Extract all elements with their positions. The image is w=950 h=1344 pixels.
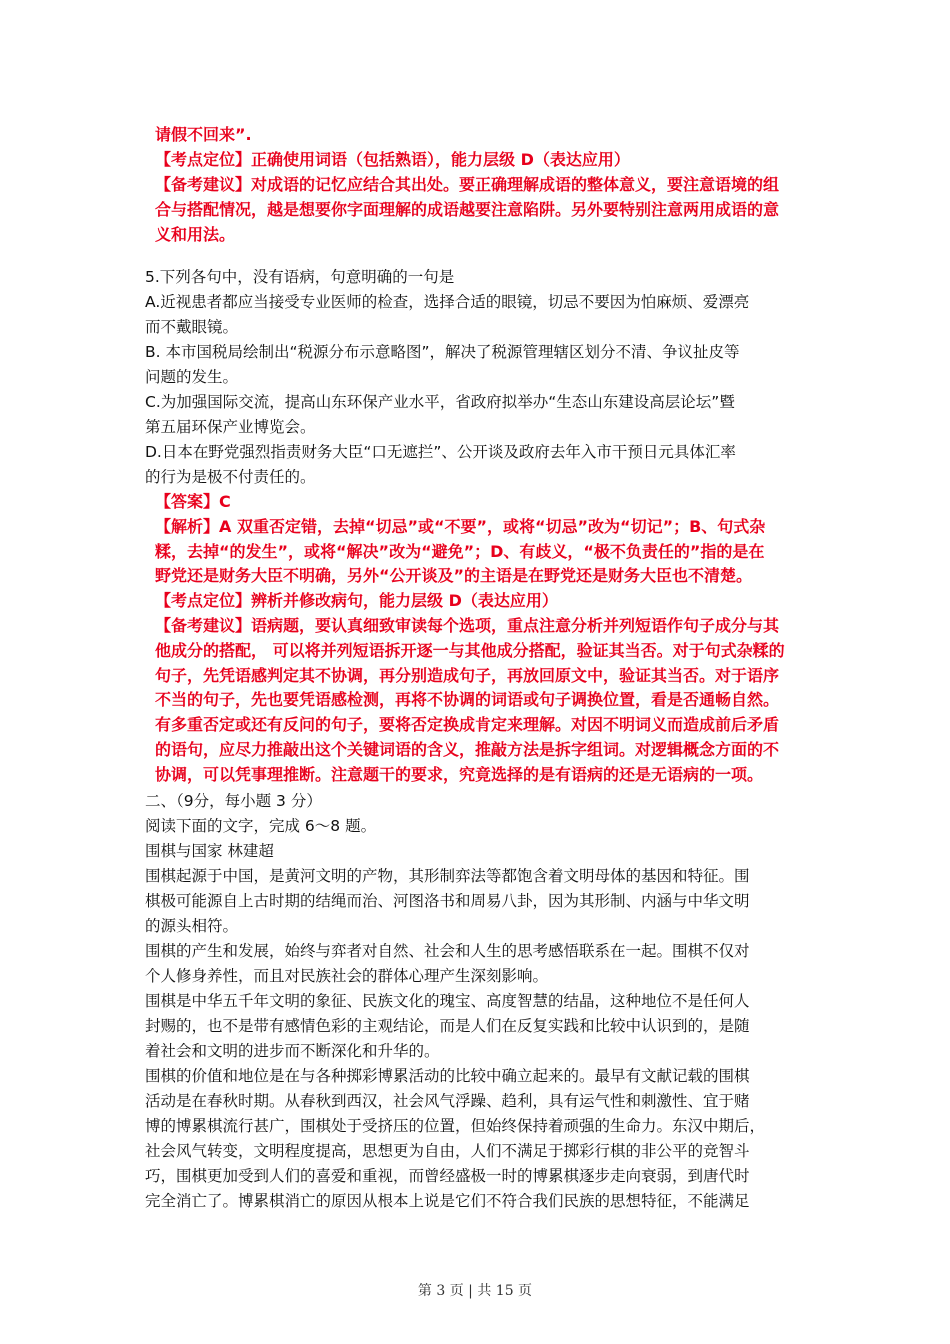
passage-line: 完全消亡了。博累棋消亡的原因从根本上说是它们不符合我们民族的思想特征，不能满足 (145, 1192, 750, 1210)
analysis-line: 句子，先凭语感判定其不协调，再分别造成句子，再放回原文中，验证其当否。对于语序 (155, 665, 780, 685)
analysis-line: 野党还是财务大臣不明确，另外“公开谈及”的主语是在野党还是财务大臣也不清楚。 (155, 566, 753, 586)
analysis-line: 【考点定位】正确使用词语（包括熟语），能力层级 D（表达应用） (155, 150, 630, 169)
analysis-line: 糅，去掉“的发生”，或将“解决”改为“避免”；D、有歧义，“极不负责任的”指的是在 (155, 541, 765, 561)
analysis-line: 有多重否定或还有反问的句子，要将否定换成肯定来理解。对因不明词义而造成前后矛盾 (155, 715, 780, 735)
passage-line: 围棋的产生和发展，始终与弈者对自然、社会和人生的思考感悟联系在一起。围棋不仅对 (145, 942, 750, 960)
passage-line: 棋极可能源自上古时期的结绳而治、河图洛书和周易八卦，因为其形制、内涵与中华文明 (145, 892, 750, 910)
passage-line: 巧，围棋更加受到人们的喜爱和重视，而曾经盛极一时的博累棋逐步走向衰弱，到唐代时 (145, 1167, 750, 1185)
analysis-line: 的语句，应尽力推敲出这个关键词语的含义，推敲方法是拆字组词。对逻辑概念方面的不 (155, 740, 780, 759)
analysis-line: 【备考建议】语病题，要认真细致审读每个选项，重点注意分析并列短语作句子成分与其 (155, 616, 780, 635)
section-line: 围棋与国家 林建超 (145, 842, 274, 860)
page-footer: 第 3 页 | 共 15 页 (417, 1283, 533, 1299)
passage-line: 着社会和文明的进步而不断深化和升华的。 (145, 1042, 440, 1060)
section-line: 阅读下面的文字，完成 6～8 题。 (145, 817, 377, 835)
analysis-line: 义和用法。 (155, 225, 236, 244)
question-line: 5.下列各句中，没有语病，句意明确的一句是 (145, 268, 455, 286)
question-line: B. 本市国税局绘制出“税源分布示意略图”，解决了税源管理辖区划分不清、争议扯皮等 (145, 343, 740, 361)
passage-line: 个人修身养性，而且对民族社会的群体心理产生深刻影响。 (145, 967, 549, 985)
analysis-line: 【备考建议】对成语的记忆应结合其出处。要正确理解成语的整体意义，要注意语境的组 (155, 175, 780, 194)
question-line: 问题的发生。 (145, 368, 239, 386)
passage-line: 的源头相符。 (145, 917, 239, 935)
analysis-line: 他成分的搭配， 可以将并列短语拆开逐一与其他成分搭配，验证其当否。对于句式杂糅的 (155, 640, 785, 660)
analysis-line: 【考点定位】辨析并修改病句，能力层级 D（表达应用） (155, 591, 558, 611)
analysis-line: 合与搭配情况，越是想要你字面理解的成语越要注意陷阱。另外要特别注意两用成语的意 (155, 200, 780, 219)
passage-line: 社会风气转变，文明程度提高，思想更为自由，人们不满足于掷彩行棋的非公平的竞智斗 (145, 1142, 750, 1160)
analysis-line: 不当的句子，先也要凭语感检测，再将不协调的词语或句子调换位置，看是否通畅自然。 (155, 690, 780, 710)
analysis-line: 【解析】A 双重否定错，去掉“切忌”或“不要”，或将“切忌”改为“切记”；B、句式杂 (155, 516, 766, 536)
analysis-line: 【答案】C (155, 492, 231, 511)
analysis-line: 协调，可以凭事理推断。注意题干的要求，究竟选择的是有语病的还是无语病的一项。 (155, 764, 764, 784)
question-line: A.近视患者都应当接受专业医师的检查，选择合适的眼镜，切忌不要因为怕麻烦、爱漂亮 (145, 293, 750, 311)
passage-line: 博的博累棋流行甚广，围棋处于受挤压的位置，但始终保持着顽强的生命力。东汉中期后， (145, 1117, 766, 1135)
question-line: C.为加强国际交流，提高山东环保产业水平，省政府拟举办“生态山东建设高层论坛”暨 (145, 393, 735, 411)
question-line: 第五届环保产业博览会。 (145, 418, 316, 436)
question-line: 的行为是极不付责任的。 (145, 468, 316, 486)
passage-line: 围棋是中华五千年文明的象征、民族文化的瑰宝、高度智慧的结晶，这种地位不是任何人 (145, 992, 750, 1010)
analysis-line: 请假不回来”. (155, 125, 252, 144)
question-line: D.日本在野党强烈指责财务大臣“口无遮拦”、公开谈及政府去年入市干预日元具体汇率 (145, 443, 736, 461)
passage-line: 活动是在春秋时期。从春秋到西汉，社会风气浮躁、趋利，具有运气性和刺激性、宜于赌 (145, 1092, 750, 1110)
passage-line: 围棋的价值和地位是在与各种掷彩博累活动的比较中确立起来的。最早有文献记载的围棋 (145, 1067, 750, 1085)
question-line: 而不戴眼镜。 (145, 318, 239, 336)
section-line: 二、（9分，每小题 3 分） (145, 792, 322, 810)
passage-line: 围棋起源于中国，是黄河文明的产物，其形制弈法等都饱含着文明母体的基因和特征。围 (145, 867, 750, 885)
passage-line: 封赐的，也不是带有感情色彩的主观结论，而是人们在反复实践和比较中认识到的，是随 (145, 1017, 750, 1035)
